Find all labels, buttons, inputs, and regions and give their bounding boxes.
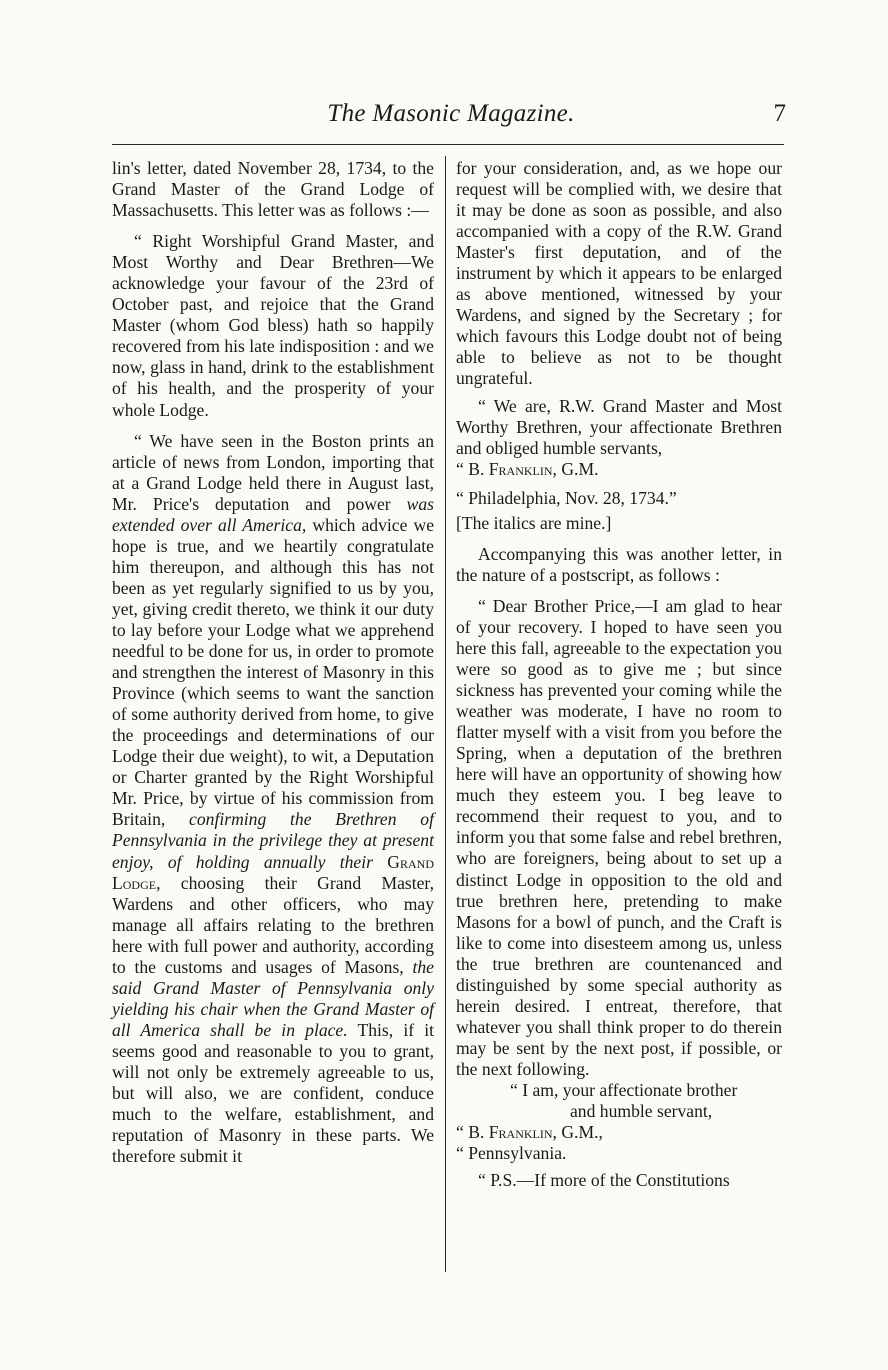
signature-place: “ Pennsylvania. <box>456 1143 567 1164</box>
signature-name: Franklin, <box>488 1122 557 1143</box>
paragraph-consideration: for your consideration, and, as we hope our request will be complied with, we desire that it may be done as soon as possible, and also accompanied with a copy of the R.W. Grand Master's first deputation, and of the instrument by which it appears to be enlarged as above mentioned, witnessed by your Wardens, and signed by the Secretary ; for which favours this Lodge doubt not of being able to believe as not to be thought ungrateful. <box>456 158 782 389</box>
column-divider <box>445 156 446 1272</box>
paragraph-boston-prints <box>112 431 434 1168</box>
signature-prefix: “ B. <box>456 458 485 479</box>
closing-line: and humble servant, <box>570 1101 713 1122</box>
paragraph-letter-intro: lin's letter, dated November 28, 1734, to the Grand Master of the Grand Lodge of Massachusetts. This letter was as follows :— <box>112 158 434 221</box>
signature-franklin-2 <box>456 1122 782 1143</box>
text-run: choosing their Grand Master, Wardens and other officers, who may manage all affairs relating to the brethren here with full power and authority, according to the customs and usages of Masons, <box>112 872 434 977</box>
paragraph-salutation: “ Right Worshipful Grand Master, and Most Worthy and Dear Brethren—We acknowledge your favour of the 23rd of October past, and rejoice that the Grand Master (whom God bless) hath so happily recovered from his late indisposition : and we now, glass in hand, drink to the establishment of his health, and the prosperity of your whole Lodge. <box>112 231 434 420</box>
right-column <box>456 158 782 1191</box>
page-header <box>112 100 790 134</box>
text-run: “ We have seen in the Boston prints an article of news from London, importing that at a Grand Lodge held there in August last, Mr. Price's deputation and power <box>112 430 434 514</box>
paragraph-ps: “ P.S.—If more of the Constitutions <box>478 1170 730 1191</box>
closing-line: “ I am, your affectionate brother <box>510 1079 738 1100</box>
signature-title: G.M. <box>561 458 599 479</box>
italic-run: was extended over all America, <box>112 493 434 535</box>
editor-note: [The italics are mine.] <box>456 512 612 533</box>
signature-name: Franklin, <box>488 458 557 479</box>
paragraph-postscript-intro: Accompanying this was another letter, in the nature of a postscript, as follows : <box>456 543 782 585</box>
paragraph-closing: “ We are, R.W. Grand Master and Most Worthy Brethren, your affectionate Brethren and obliged humble servants, <box>456 395 782 458</box>
text-run: which advice we hope is true, and we heartily congratulate him thereupon, and although this has not been as yet regularly signified to us by you, yet, giving credit thereto, we think it our duty to lay before your Lodge what we apprehend needful to be done for us, in order to promote and strengthen the interest of Masonry in this Province (which seems to want the sanction of some authority derived from home, to give the proceedings and determinations of our Lodge their due weight), to wit, a Deputation or Charter granted by the Right Worshipful Mr. Price, by virtue of his commission from Britain, <box>112 514 434 830</box>
italic-run: confirming the Brethren of Pennsylvania in the privilege they at present enjoy, of holding annually their <box>112 809 434 872</box>
page-number: 7 <box>773 100 786 127</box>
signature-title: G.M., <box>561 1122 603 1143</box>
signature-franklin-1 <box>456 459 782 480</box>
left-column <box>112 158 434 1167</box>
paragraph-dear-brother-price: “ Dear Brother Price,—I am glad to hear of your recovery. I hoped to have seen you here this fall, agreeable to the expectation you were so good as to give me ; but since sickness has prevented your coming while the weather was moderate, I have no room to flatter myself with a visit from you before the Spring, when a deputation of the brethren here will have an opportunity of showing how much they esteem you. I beg leave to recommend their request to you, and to inform you that some false and rebel brethren, who are foreigners, being about to set up a distinct Lodge in opposition to the old and true brethren here, pretending to make Masons for a bowl of punch, and the Craft is like to come into disesteem among us, unless the true brethren are countenanced and distinguished by some special authority as herein desired. I entreat, therefore, that whatever you shall think proper to do therein may be sent by the next post, if possible, or the next following. <box>456 595 782 1079</box>
small-caps-run: Grand Lodge, <box>112 851 434 893</box>
signature-prefix: “ B. <box>456 1122 485 1143</box>
dateline: “ Philadelphia, Nov. 28, 1734.” <box>456 487 677 508</box>
header-rule <box>112 144 784 145</box>
italic-run: the said Grand Master of Pennsylvania only yielding his chair when the Grand Master of all America shall be in place. <box>112 956 434 1040</box>
text-run: This, if it seems good and reasonable to you to grant, will not only be extremely agreeable to us, but will also, we are confident, conduce much to the welfare, establishment, and reputation of Masonry in these parts. We therefore submit it <box>112 1019 435 1167</box>
running-title: The Masonic Magazine. <box>327 100 575 127</box>
